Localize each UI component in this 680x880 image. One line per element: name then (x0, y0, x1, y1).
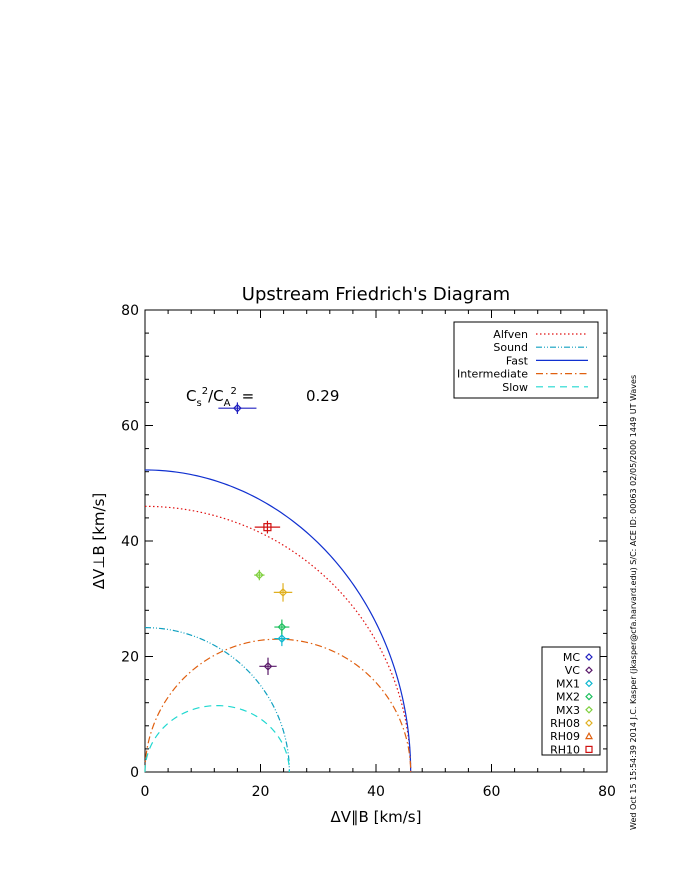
legend-point-label-vc: VC (564, 664, 580, 678)
x-tick-label: 80 (598, 784, 616, 800)
ratio-annotation (186, 386, 339, 409)
legend-label-sound: Sound (493, 341, 528, 355)
legend-point-label-rh08: RH08 (550, 717, 580, 730)
y-tick-label: 60 (121, 418, 139, 435)
x-tick-label: 40 (367, 784, 385, 800)
y-tick-label: 40 (121, 534, 139, 550)
y-axis-label: ΔV⊥B [km/s] (90, 492, 108, 590)
legend-point-label-mx2: MX2 (555, 690, 580, 704)
legend-label-alfven: Alfven (493, 328, 528, 341)
legend-point-label-mc: MC (562, 651, 580, 664)
legend-label-intermediate: Intermediate (457, 367, 528, 381)
side-caption: Wed Oct 15 15:54:39 2014 J.C. Kasper (jkasper@cfa.harvard.edu) S/C: ACE ID: 00063 02/05/2000 1449 UT Waves (629, 374, 638, 830)
legend-point-label-mx3: MX3 (555, 703, 580, 717)
point-rh08 (274, 583, 292, 601)
x-tick-label: 20 (251, 784, 270, 800)
y-tick-label: 80 (121, 303, 139, 319)
y-tick-label: 20 (121, 649, 139, 666)
legend-point-label-rh09: RH09 (550, 730, 580, 744)
point-vc (259, 658, 276, 675)
ratio-value: 0.29 (306, 387, 340, 405)
wave-curves (145, 470, 411, 772)
point-mx3 (254, 570, 264, 580)
point-mx2 (274, 620, 289, 635)
chart-title: Upstream Friedrich's Diagram (241, 284, 511, 305)
x-axis-label: ΔV∥B [km/s] (330, 808, 422, 826)
legend-point-label-rh10: RH10 (550, 743, 580, 757)
ratio-label: $C_s^2/C_A^2$ = (186, 386, 255, 409)
x-tick-label: 0 (140, 784, 150, 800)
legend-label-slow: Slow (502, 380, 528, 394)
y-tick-label: 0 (130, 765, 139, 781)
curve-fast (145, 470, 411, 772)
curve-slow (145, 706, 289, 772)
curve-intermediate (145, 639, 411, 772)
legend-point-label-mx1: MX1 (555, 677, 580, 691)
data-points (218, 402, 292, 675)
curve-legend (454, 322, 598, 398)
point-legend (542, 647, 600, 756)
x-tick-label: 60 (482, 784, 501, 800)
legend-label-fast: Fast (505, 354, 528, 368)
